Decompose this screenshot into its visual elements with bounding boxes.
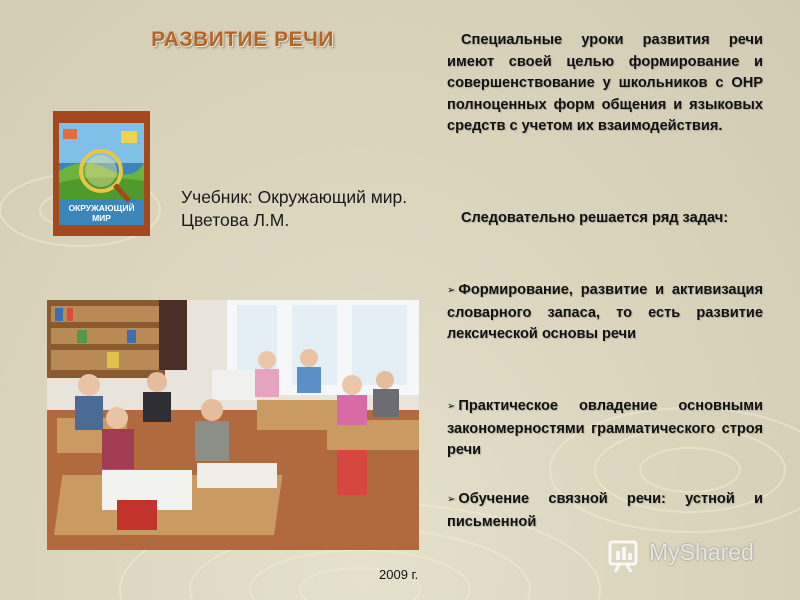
bullet-text: Практическое овладение основными закономерностями грамматического строя речи xyxy=(447,398,763,458)
watermark-logo-icon xyxy=(607,537,645,573)
book-cover-title: ОКРУЖАЮЩИЙ xyxy=(68,203,135,213)
textbook-cover-image xyxy=(53,111,150,236)
arrow-bullet-icon: ➢ xyxy=(447,285,456,296)
bullet-text: Формирование, развитие и активизация словарного запаса, то есть развитие лексической основы речи xyxy=(447,282,763,342)
myshared-watermark xyxy=(607,537,777,573)
year-label: 2009 г. xyxy=(379,567,419,582)
textbook-caption: Учебник: Окружающий мир. Цветова Л.М. xyxy=(181,187,408,230)
classroom-photo xyxy=(47,300,419,550)
arrow-bullet-icon: ➢ xyxy=(447,494,456,505)
book-cover-subtitle: МИР xyxy=(92,213,111,223)
paragraph-goal: Специальные уроки развития речи имеют своей целью формирование и совершенствование у школьников с ОНР полноценных форм общения и языковых средств с учетом их взаимодействия. xyxy=(447,32,763,134)
bullet-text: Обучение связной речи: устной и письменной xyxy=(447,491,763,530)
paragraph-tasks-intro: Следовательно решается ряд задач: xyxy=(461,210,729,226)
arrow-bullet-icon: ➢ xyxy=(447,401,456,412)
bullet-item xyxy=(447,489,763,533)
slide-title: РАЗВИТИЕ РЕЧИ xyxy=(151,28,334,51)
bullet-item xyxy=(447,396,763,462)
watermark-text: MyShared xyxy=(649,539,754,565)
bullet-item xyxy=(447,280,763,346)
